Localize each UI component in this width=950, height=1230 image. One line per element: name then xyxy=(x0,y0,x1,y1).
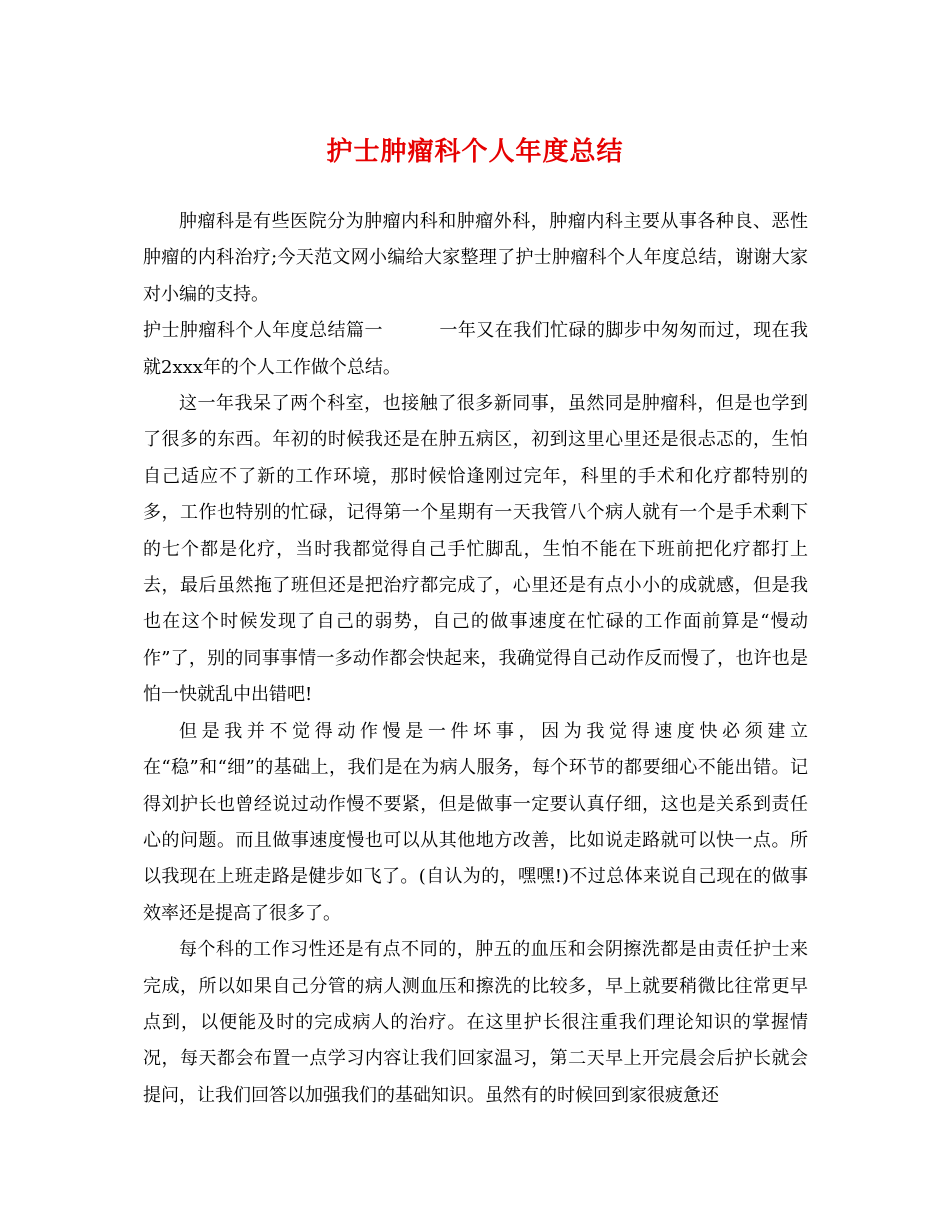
paragraph-section-heading xyxy=(143,313,808,386)
paragraph-2: 但是我并不觉得动作慢是一件坏事，因为我觉得速度快必须建立在“稳”和“细”的基础上，我们是在为病人服务，每个环节的都要细心不能出错。记得刘护长也曾经说过动作慢不要紧，但是做事一定要认真仔细，这也是关系到责任心的问题。而且做事速度慢也可以从其他地方改善，比如说走路就可以快一点。所以我现在上班走路是健步如飞了。(自认为的，嘿嘿!)不过总体来说自己现在的做事效率还是提高了很多了。 xyxy=(143,720,808,924)
paragraph-3: 每个科的工作习性还是有点不同的，肿五的血压和会阴擦洗都是由责任护士来完成，所以如果自己分管的病人测血压和擦洗的比较多，早上就要稍微比往常更早点到，以便能及时的完成病人的治疗。在这里护长很注重我们理论知识的掌握情况，每天都会布置一点学习内容让我们回家温习，第二天早上开完晨会后护长就会提问，让我们回答以加强我们的基础知识。虽然有的时候回到家很疲惫还 xyxy=(143,939,808,1106)
section-heading: 护士肿瘤科个人年度总结篇一 xyxy=(143,320,383,342)
paragraph-intro: 肿瘤科是有些医院分为肿瘤内科和肿瘤外科，肿瘤内科主要从事各种良、恶性肿瘤的内科治疗;今天范文网小编给大家整理了护士肿瘤科个人年度总结，谢谢大家对小编的支持。 xyxy=(143,211,808,305)
document-body xyxy=(143,204,808,1114)
paragraph-1: 这一年我呆了两个科室，也接触了很多新同事，虽然同是肿瘤科，但是也学到了很多的东西。年初的时候我还是在肿五病区，初到这里心里还是很忐忑的，生怕自己适应不了新的工作环境，那时候恰逢刚过完年，科里的手术和化疗都特别的多，工作也特别的忙碌，记得第一个星期有一天我管八个病人就有一个是手术剩下的七个都是化疗，当时我都觉得自己手忙脚乱，生怕不能在下班前把化疗都打上去，最后虽然拖了班但还是把治疗都完成了，心里还是有点小小的成就感，但是我也在这个时候发现了自己的弱势，自己的做事速度在忙碌的工作面前算是“慢动作”了，别的同事事情一多动作都会快起来，我确觉得自己动作反而慢了，也许也是怕一快就乱中出错吧! xyxy=(143,393,808,706)
section-heading-text: 一年又在我们忙碌的脚步中匆匆而过，现在我就2xxx年的个人工作做个总结。 xyxy=(143,320,809,378)
document-title: 护士肿瘤科个人年度总结 xyxy=(326,137,624,167)
